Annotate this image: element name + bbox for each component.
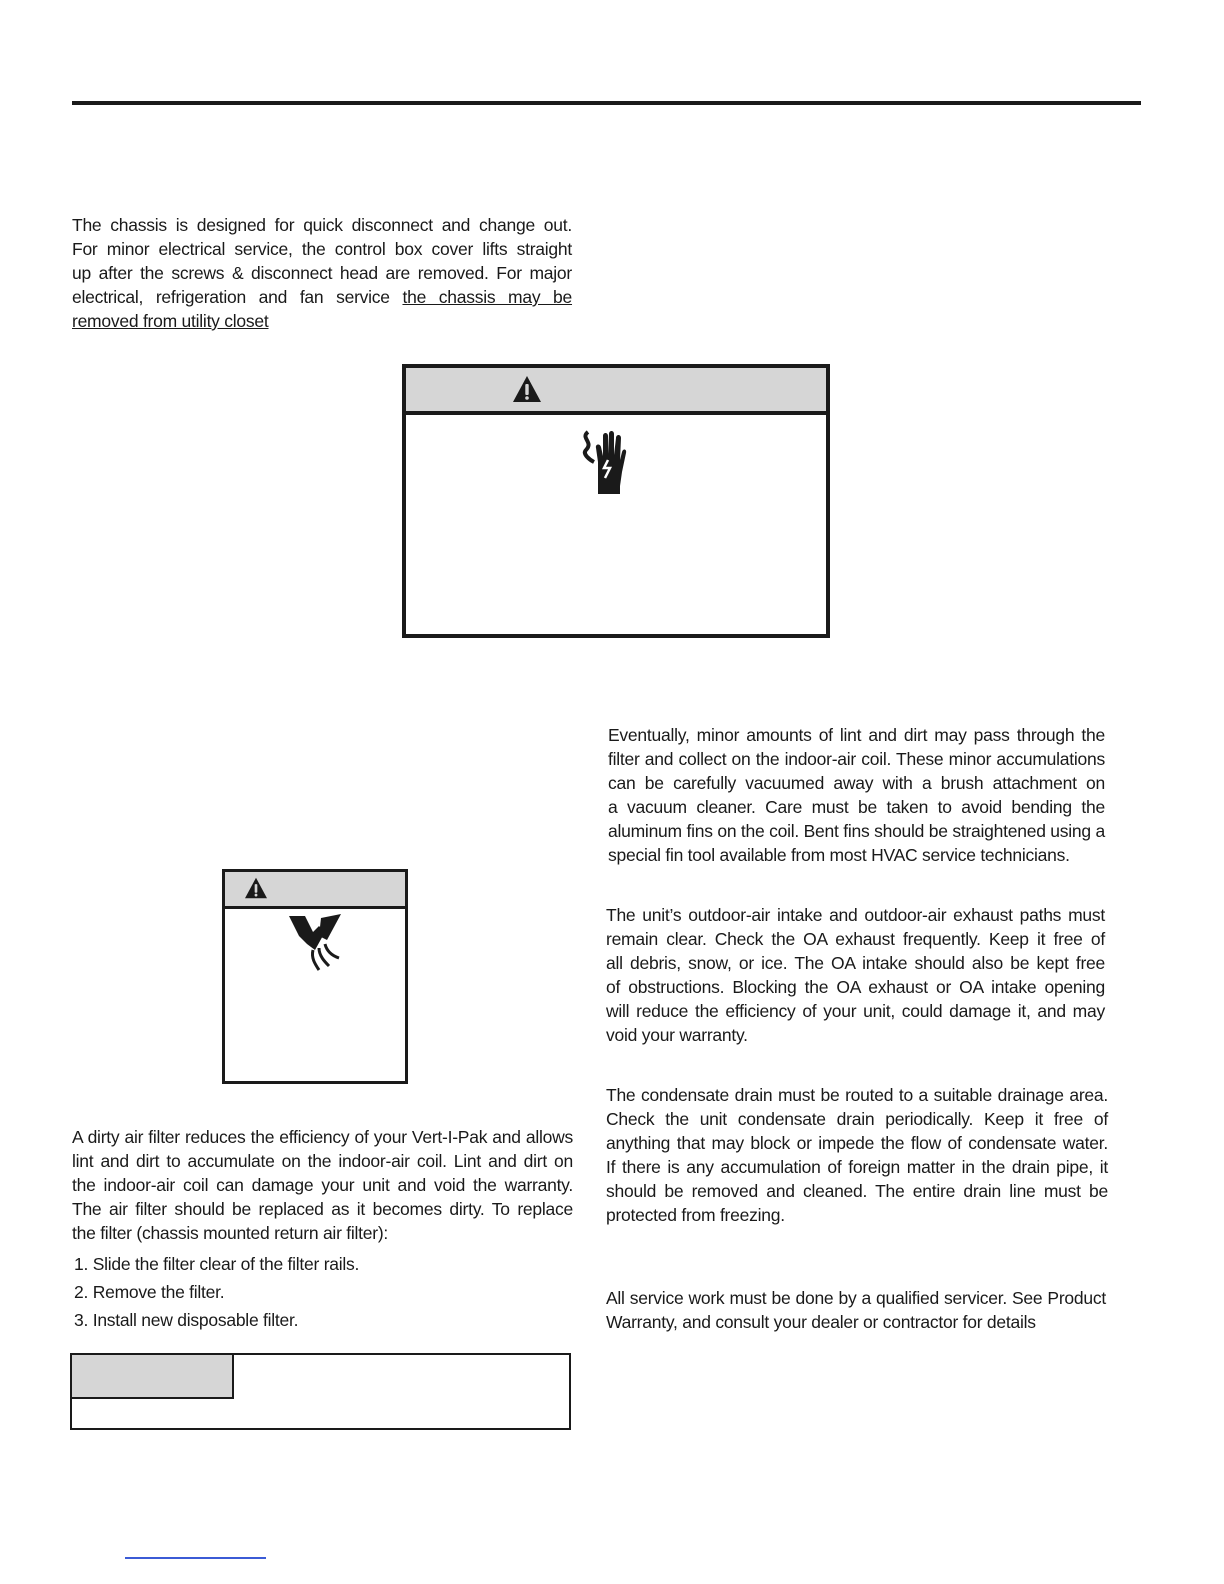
footer-link-underline <box>125 1557 266 1559</box>
text-line: A dirty air filter reduces the efficiency of your Vert-I-Pak and allows <box>72 1127 573 1147</box>
text-line: lint and dirt to accumulate on the indoor-air coil. Lint and dirt on <box>72 1151 573 1171</box>
service-paragraph <box>606 1286 1106 1334</box>
text-line: up after the screws & disconnect head are removed. For major <box>72 263 572 283</box>
text-line: remain clear. Check the OA exhaust frequently. Keep it free of <box>606 929 1105 949</box>
electrical-warning-box <box>402 364 830 638</box>
text-line: will reduce the efficiency of your unit, could damage it, and may <box>606 1001 1105 1021</box>
text-fragment: electrical, refrigeration and fan service <box>72 287 403 307</box>
text-line: All service work must be done by a qualified servicer. See Product <box>606 1288 1106 1308</box>
text-line: a vacuum cleaner. Care must be taken to avoid bending the <box>608 797 1105 817</box>
warning-header <box>225 872 405 909</box>
filter-replacement-steps <box>74 1252 359 1336</box>
underlined-text: the chassis may be <box>402 287 573 307</box>
text-line: can be carefully vacuumed away with a brush attachment on <box>608 773 1105 793</box>
warning-triangle-icon <box>244 877 268 899</box>
text-line: Warranty, and consult your dealer or contractor for details <box>606 1312 1036 1332</box>
text-line: special fin tool available from most HVAC service technicians. <box>608 845 1070 865</box>
underlined-text: removed from utility closet <box>72 311 269 331</box>
list-item: 1. Slide the filter clear of the filter rails. <box>74 1254 360 1274</box>
outdoor-air-paragraph <box>606 903 1105 1047</box>
text-line <box>72 285 572 309</box>
condensate-drain-paragraph <box>606 1083 1108 1227</box>
note-box <box>70 1353 571 1430</box>
text-line: For minor electrical service, the control box cover lifts straight <box>72 239 572 259</box>
list-item: 2. Remove the filter. <box>74 1282 225 1302</box>
warning-triangle-icon <box>512 375 542 403</box>
electric-shock-hand-icon <box>578 426 628 496</box>
cutting-warning-box <box>222 869 408 1084</box>
text-line: Eventually, minor amounts of lint and dirt may pass through the <box>608 725 1105 745</box>
text-line: anything that may block or impede the flow of condensate water. <box>606 1133 1108 1153</box>
list-item: 3. Install new disposable filter. <box>74 1310 299 1330</box>
text-line: all debris, snow, or ice. The OA intake should also be kept free <box>606 953 1105 973</box>
chassis-paragraph <box>72 213 572 333</box>
text-line: The unit’s outdoor-air intake and outdoor-air exhaust paths must <box>606 905 1105 925</box>
text-line: protected from freezing. <box>606 1205 785 1225</box>
text-line: The chassis is designed for quick disconnect and change out. <box>72 215 572 235</box>
text-line: If there is any accumulation of foreign matter in the drain pipe, it <box>606 1157 1108 1177</box>
text-line: filter and collect on the indoor-air coil. These minor accumulations <box>608 749 1105 769</box>
note-tab <box>72 1355 234 1399</box>
text-line: should be removed and cleaned. The entire drain line must be <box>606 1181 1108 1201</box>
text-line: Check the unit condensate drain periodically. Keep it free of <box>606 1109 1108 1129</box>
air-filter-paragraph <box>72 1125 573 1245</box>
top-rule <box>72 101 1141 105</box>
text-line: aluminum fins on the coil. Bent fins should be straightened using a <box>608 821 1105 841</box>
cutting-hazard-hand-icon <box>285 914 347 972</box>
text-line: The air filter should be replaced as it becomes dirty. To replace <box>72 1199 573 1219</box>
text-line: of obstructions. Blocking the OA exhaust or OA intake opening <box>606 977 1105 997</box>
coil-cleaning-paragraph <box>608 723 1105 867</box>
text-line: the filter (chassis mounted return air filter): <box>72 1223 389 1243</box>
text-line: void your warranty. <box>606 1025 748 1045</box>
text-line: The condensate drain must be routed to a suitable drainage area. <box>606 1085 1108 1105</box>
text-line: the indoor-air coil can damage your unit and void the warranty. <box>72 1175 573 1195</box>
warning-header <box>406 368 826 415</box>
